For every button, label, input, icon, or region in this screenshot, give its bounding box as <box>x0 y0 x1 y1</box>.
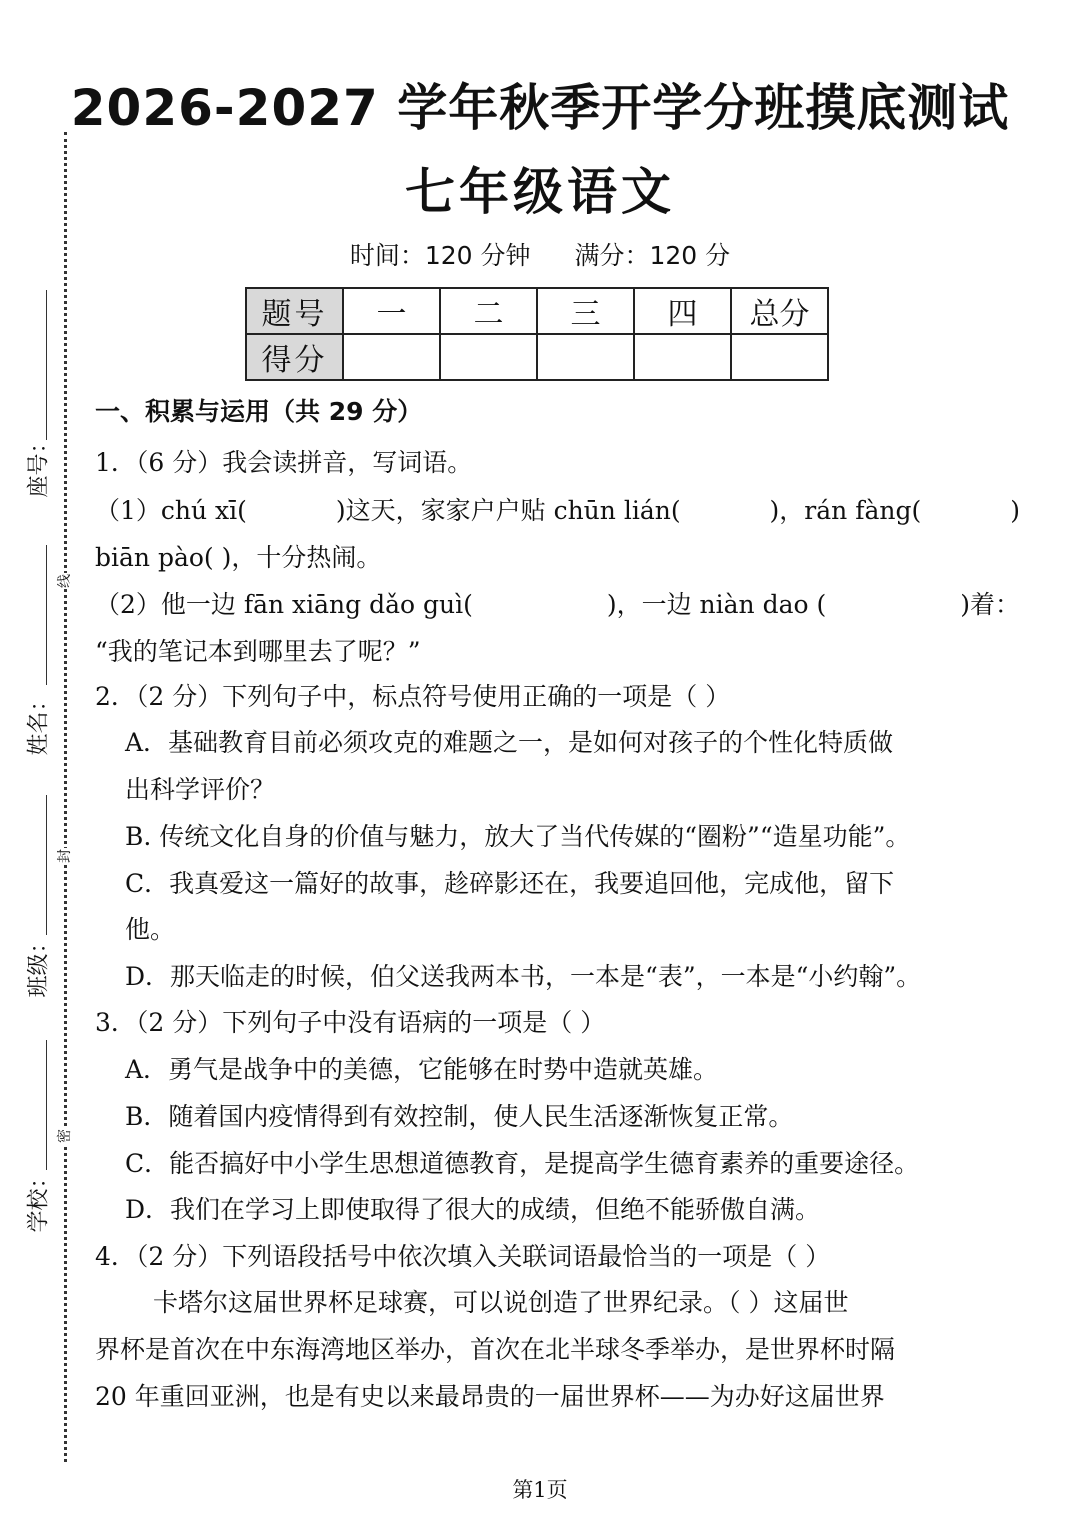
seat-number-label: 座号： <box>26 431 52 498</box>
q2-option-a-cont: 出科学评价？ <box>125 775 276 804</box>
page-title: 2026-2027 学年秋季开学分班摸底测试 <box>70 79 1010 137</box>
score-table-header: 四 <box>634 288 731 334</box>
q1-text: （1）chú xī( <box>95 496 247 525</box>
school-line[interactable] <box>46 1040 47 1170</box>
q2-option-d: D．那天临走的时候，伯父送我两本书，一本是“表”，一本是“小约翰”。 <box>125 962 922 991</box>
seat-number-line[interactable] <box>46 290 47 440</box>
score-row-label: 得分 <box>246 334 343 380</box>
q4-passage: 20 年重回亚洲，也是有史以来最昂贵的一届世界杯——为办好这届世界 <box>95 1382 885 1411</box>
score-table-header: 三 <box>537 288 634 334</box>
binding-dotted-line <box>64 132 67 1462</box>
score-table-header: 总分 <box>731 288 828 334</box>
q3-option-b: B．随着国内疫情得到有效控制，使人民生活逐渐恢复正常。 <box>125 1102 794 1131</box>
q3-option-c: C．能否搞好中小学生思想道德教育，是提高学生德育素养的重要途径。 <box>125 1149 920 1178</box>
binding-mark-xian: 线 <box>57 574 73 588</box>
name-label: 姓名： <box>26 689 52 756</box>
score-table-header: 题号 <box>246 288 343 334</box>
score-cell[interactable] <box>537 334 634 380</box>
q1-line-4: “我的笔记本到哪里去了呢？” <box>95 637 421 666</box>
q4-stem: 4．（2 分）下列语段括号中依次填入关联词语最恰当的一项是（ ） <box>95 1242 831 1271</box>
score-table-header-row <box>246 288 828 334</box>
binding-mark-mi: 密 <box>57 1129 73 1143</box>
name-line[interactable] <box>46 545 47 685</box>
q1-text: )，rán fàng( <box>769 496 922 525</box>
q3-stem: 3．（2 分）下列句子中没有语病的一项是（ ） <box>95 1008 606 1037</box>
q2-stem: 2．（2 分）下列句子中，标点符号使用正确的一项是（ ） <box>95 682 731 711</box>
q2-option-c-cont: 他。 <box>125 915 176 944</box>
binding-mark-feng: 封 <box>57 849 73 863</box>
q1-text: )这天，家家户户贴 chūn lián( <box>335 496 681 525</box>
class-label: 班级： <box>26 931 52 998</box>
score-cell[interactable] <box>440 334 537 380</box>
page-number: 第1页 <box>512 1478 568 1502</box>
exam-time: 时间：120 分钟 <box>349 241 531 270</box>
q4-passage: 界杯是首次在中东海湾地区举办，首次在北半球冬季举办，是世界杯时隔 <box>95 1335 896 1364</box>
q1-line-1 <box>95 494 1020 528</box>
q4-passage: 卡塔尔这届世界杯足球赛，可以说创造了世界纪录。（ ）这届世 <box>153 1288 849 1317</box>
q2-option-a: A．基础教育目前必须攻克的难题之一，是如何对孩子的个性化特质做 <box>125 728 894 757</box>
school-label: 学校： <box>26 1166 52 1233</box>
q3-option-a: A．勇气是战争中的美德，它能够在时势中造就英雄。 <box>125 1055 719 1084</box>
score-table-header: 一 <box>343 288 440 334</box>
exam-info <box>0 236 1080 272</box>
score-table-header: 二 <box>440 288 537 334</box>
q1-line-2: biān pào( )，十分热闹。 <box>95 543 382 572</box>
q1-stem: 1．（6 分）我会读拼音，写词语。 <box>95 448 473 477</box>
score-table <box>245 287 829 381</box>
q1-text: )着： <box>960 590 1020 619</box>
q2-option-b: B. 传统文化自身的价值与魅力，放大了当代传媒的“圈粉”“造星功能”。 <box>125 822 911 851</box>
exam-full-score: 满分：120 分 <box>574 241 731 270</box>
score-cell[interactable] <box>343 334 440 380</box>
page-subtitle: 七年级语文 <box>405 163 675 221</box>
section-heading: 一、积累与运用（共 29 分） <box>95 397 423 426</box>
q1-text: （2）他一边 fān xiāng dǎo guì( <box>95 590 473 619</box>
q1-line-3 <box>95 588 1020 622</box>
score-cell[interactable] <box>634 334 731 380</box>
q2-option-c: C．我真爱这一篇好的故事，趁碎影还在，我要追回他，完成他，留下 <box>125 869 895 898</box>
score-cell[interactable] <box>731 334 828 380</box>
q1-text: )，一边 niàn dao ( <box>606 590 827 619</box>
score-table-score-row <box>246 334 828 380</box>
class-line[interactable] <box>46 795 47 935</box>
q1-text: ) <box>1010 496 1020 525</box>
q3-option-d: D．我们在学习上即使取得了很大的成绩，但绝不能骄傲自满。 <box>125 1195 821 1224</box>
